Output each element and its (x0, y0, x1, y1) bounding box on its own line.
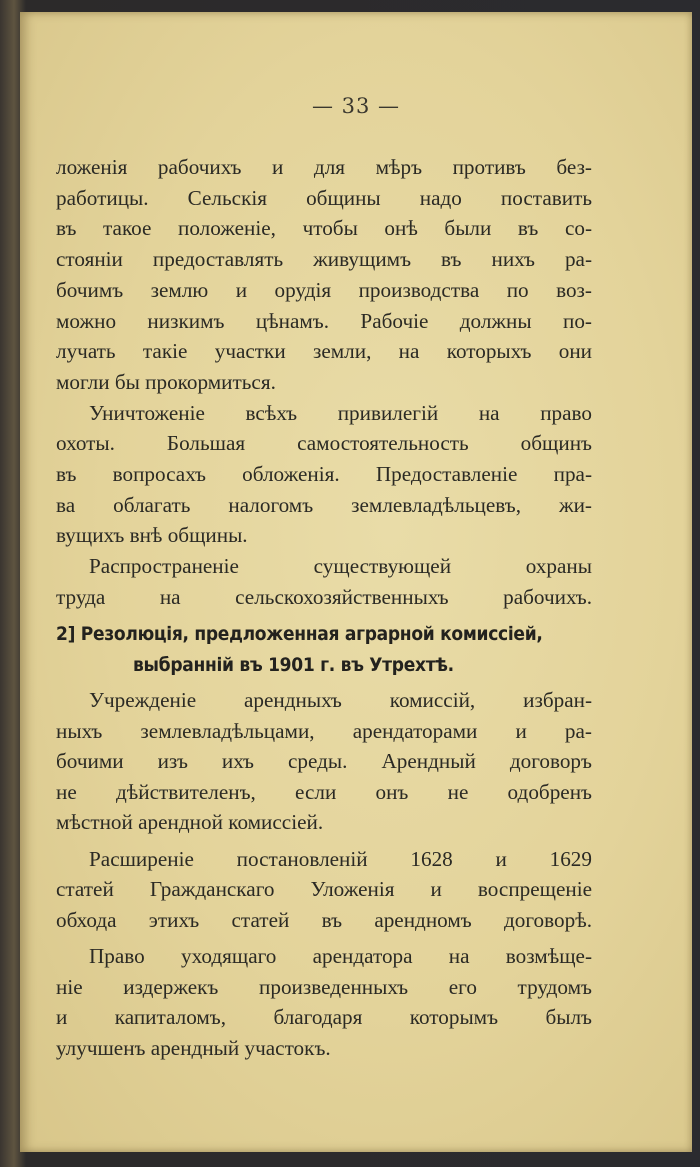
paragraph-4 (56, 685, 592, 838)
text-line: ложенія рабочихъ и для мѣръ противъ без- (56, 155, 592, 179)
text-line: бочими изъ ихъ среды. Арендный договоръ (56, 749, 592, 773)
text-line: бочимъ землю и орудія производства по воз- (56, 277, 592, 302)
text-line: статей Гражданскаго Уложенія и воспрещеніе (56, 877, 592, 901)
text-line: Учрежденіе арендныхъ комиссій, избран- (89, 688, 592, 712)
paragraph-1 (56, 152, 592, 398)
text-line: могли бы прокормиться. (56, 369, 276, 394)
book-page (20, 12, 692, 1152)
text-line: ныхъ землевладѣльцами, арендаторами и ра- (56, 718, 592, 743)
text-line: улучшенъ арендный участокъ. (56, 1035, 331, 1060)
paragraph-3 (56, 551, 592, 612)
text-line: стояніи предоставлять живущимъ въ нихъ ра- (56, 247, 592, 272)
text-line: лучать такіе участки земли, на которыхъ они (56, 339, 592, 364)
text-line: Расширеніе постановленій 1628 и 1629 (89, 846, 592, 871)
text-line: вущихъ внѣ общины. (56, 523, 248, 548)
page-number: — 33 — (311, 94, 401, 118)
text-line: въ такое положеніе, чтобы онѣ были въ со- (56, 216, 592, 241)
text-line: Распространеніе существующей охраны (89, 554, 592, 579)
text-line: охоты. Большая самостоятельность общинъ (56, 431, 592, 456)
paragraph-2 (56, 398, 592, 552)
text-line: ніе издержекъ произведенныхъ его трудомъ (56, 974, 592, 999)
text-line: не дѣйствителенъ, если онъ не одобренъ (56, 779, 592, 804)
text-line: ва облагать налогомъ землевладѣльцевъ, жи- (56, 492, 592, 517)
text-line: мѣстной арендной комиссіей. (56, 810, 324, 834)
text-section-lower (56, 685, 592, 1063)
paragraph-6 (56, 941, 592, 1063)
heading-line: выбранній въ 1901 г. въ Утрехтѣ. (133, 654, 454, 676)
text-line: Уничтоженіе всѣхъ привилегій на право (89, 400, 592, 425)
section-heading (56, 619, 596, 681)
text-section-upper (56, 152, 592, 613)
text-line: можно низкимъ цѣнамъ. Рабочіе должны по- (56, 308, 592, 333)
text-line: труда на сельскохозяйственныхъ рабочихъ. (56, 584, 592, 609)
heading-line: 2] Резолюція, предложенная аграрной комиссіей, (56, 623, 543, 645)
text-line: Право уходящаго арендатора на возмѣще- (89, 944, 592, 968)
text-line: обхода этихъ статей въ арендномъ договорѣ. (56, 907, 592, 932)
text-line: и капиталомъ, благодаря которымъ былъ (56, 1005, 592, 1029)
text-line: работицы. Сельскія общины надо поставить (56, 185, 592, 210)
paragraph-5 (56, 844, 592, 936)
text-line: въ вопросахъ обложенія. Предоставленіе пра- (56, 462, 592, 487)
